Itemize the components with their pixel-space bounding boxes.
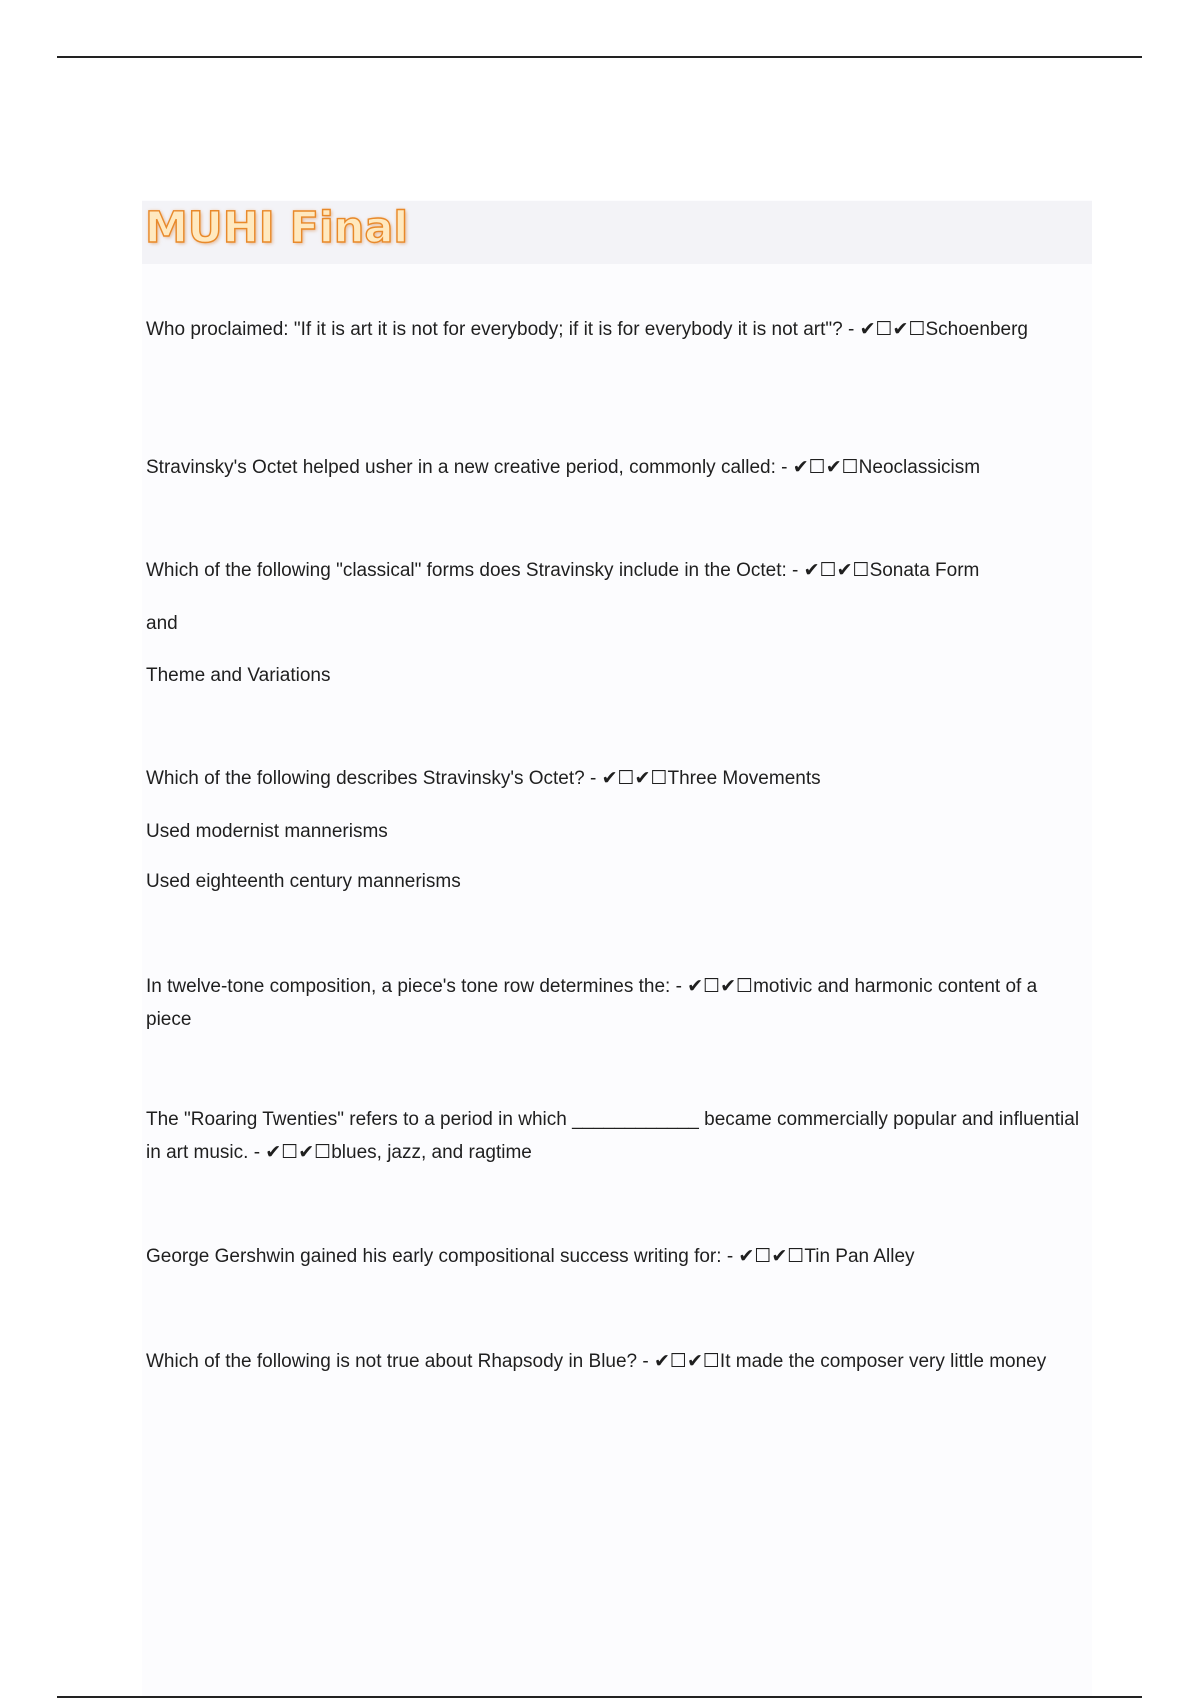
qa-item-1 (146, 313, 1086, 346)
question-text: Which of the following "classical" forms does Stravinsky include in the Octet: (146, 560, 787, 581)
answer-continuation: Used eighteenth century mannerisms (146, 871, 461, 892)
answer-text: Neoclassicism (858, 457, 981, 478)
check-marker: - ✔☐✔☐ (675, 976, 754, 997)
document-title: MUHI Final (145, 203, 409, 253)
qa-item-7 (146, 1240, 1086, 1273)
question-text: Which of the following is not true about Rhapsody in Blue? (146, 1351, 638, 1372)
answer-text: blues, jazz, and ragtime (331, 1142, 532, 1163)
check-marker: - ✔☐✔☐ (847, 319, 926, 340)
content-background (142, 200, 1092, 1696)
answer-text: Schoenberg (925, 319, 1028, 340)
question-text: George Gershwin gained his early compositional success writing for: (146, 1246, 722, 1267)
answer-text: It made the composer very little money (719, 1351, 1047, 1372)
check-marker: - ✔☐✔☐ (642, 1351, 720, 1372)
qa-item-3 (146, 554, 1086, 587)
footer-rule (57, 1696, 1142, 1698)
answer-continuation: Used modernist mannerisms (146, 821, 388, 842)
check-marker: - ✔☐✔☐ (589, 768, 668, 789)
check-marker: - ✔☐✔☐ (726, 1246, 805, 1267)
qa-item-4 (146, 762, 1086, 795)
answer-text: Tin Pan Alley (804, 1246, 915, 1267)
answer-continuation: Theme and Variations (146, 665, 331, 686)
question-text: The "Roaring Twenties" refers to a period in which ____________ became commercially popular and influential in art music. (146, 1109, 1080, 1163)
check-marker: - ✔☐✔☐ (781, 457, 859, 478)
qa-item-2 (146, 451, 1086, 484)
answer-continuation: and (146, 613, 178, 634)
header-rule (57, 56, 1142, 58)
qa-item-8 (146, 1345, 1086, 1378)
answer-text: Three Movements (667, 768, 821, 789)
qa-item-5 (146, 970, 1086, 1036)
check-marker: - ✔☐✔☐ (792, 560, 870, 581)
question-text: Who proclaimed: "If it is art it is not for everybody; if it is for everybody it is not art"? (146, 319, 843, 340)
question-text: Stravinsky's Octet helped usher in a new creative period, commonly called: (146, 457, 776, 478)
question-text: In twelve-tone composition, a piece's tone row determines the: (146, 976, 671, 997)
answer-text: motivic and harmonic content of a piece (146, 976, 1038, 1030)
question-text: Which of the following describes Stravinsky's Octet? (146, 768, 585, 789)
answer-text: Sonata Form (869, 560, 980, 581)
check-marker: - ✔☐✔☐ (253, 1142, 332, 1163)
qa-item-6 (146, 1103, 1086, 1169)
